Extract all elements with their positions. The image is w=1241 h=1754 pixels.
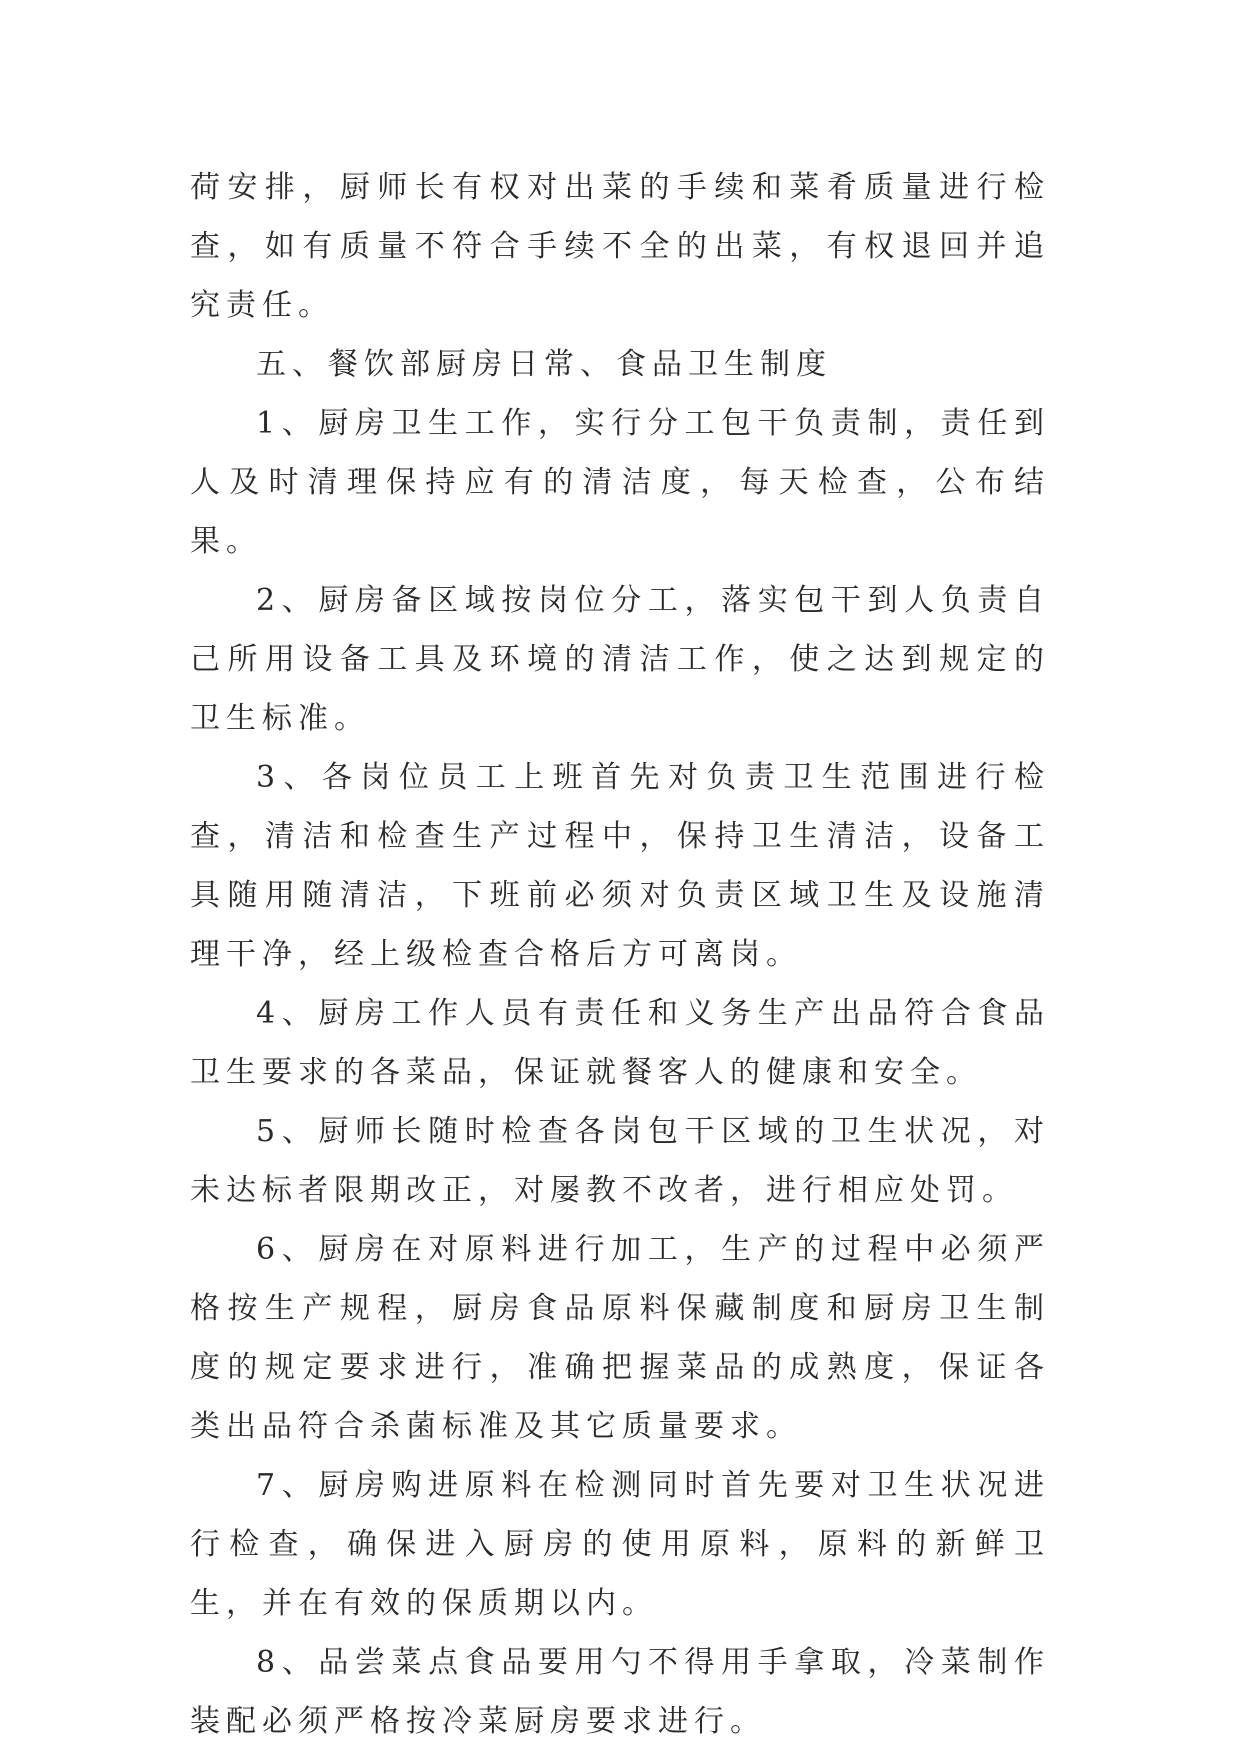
- rule-item-3: 3、各岗位员工上班首先对负责卫生范围进行检查，清洁和检查生产过程中，保持卫生清洁，设备工具随用随清洁，下班前必须对负责区域卫生及设施清理干净，经上级检查合格后方可离岗。: [190, 760, 1050, 972]
- rule-item-2: 2、厨房备区域按岗位分工，落实包干到人负责自己所用设备工具及环境的清洁工作，使之达到规定的卫生标准。: [190, 583, 1050, 736]
- rule-item-8: 8、品尝菜点食品要用勺不得用手拿取，冷菜制作装配必须严格按冷菜厨房要求进行。: [190, 1645, 1050, 1739]
- rule-item-1: 1、厨房卫生工作，实行分工包干负责制，责任到人及时清理保持应有的清洁度，每天检查，公布结果。: [190, 406, 1050, 559]
- document-body: [190, 158, 1050, 1751]
- rule-item-7: 7、厨房购进原料在检测同时首先要对卫生状况进行检查，确保进入厨房的使用原料，原料的新鲜卫生，并在有效的保质期以内。: [190, 1468, 1050, 1621]
- rule-item-6: 6、厨房在对原料进行加工，生产的过程中必须严格按生产规程，厨房食品原料保藏制度和厨房卫生制度的规定要求进行，准确把握菜品的成熟度，保证各类出品符合杀菌标准及其它质量要求。: [190, 1232, 1050, 1444]
- section-heading: 五、餐饮部厨房日常、食品卫生制度: [256, 347, 832, 382]
- paragraph-continuation: 荷安排，厨师长有权对出菜的手续和菜肴质量进行检查，如有质量不符合手续不全的出菜，有权退回并追究责任。: [190, 170, 1050, 323]
- rule-item-4: 4、厨房工作人员有责任和义务生产出品符合食品卫生要求的各菜品，保证就餐客人的健康和安全。: [190, 996, 1050, 1090]
- rule-item-5: 5、厨师长随时检查各岗包干区域的卫生状况，对未达标者限期改正，对屡教不改者，进行相应处罚。: [190, 1114, 1050, 1208]
